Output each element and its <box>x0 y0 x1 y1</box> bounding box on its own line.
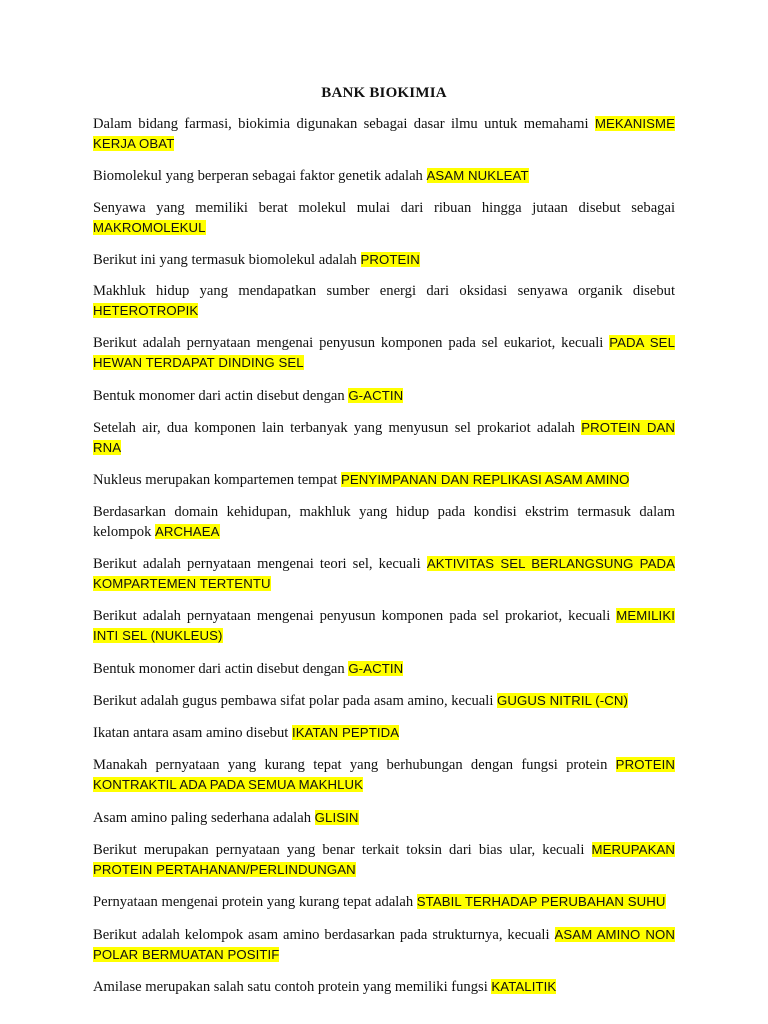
highlighted-answer: ARCHAEA <box>155 523 220 539</box>
question-item <box>93 503 675 542</box>
question-item <box>93 659 675 679</box>
highlighted-answer: MEKANISME KERJA OBAT <box>93 116 675 151</box>
question-text: Bentuk monomer dari actin disebut dengan <box>93 387 349 404</box>
highlighted-answer: G-ACTIN <box>348 660 404 676</box>
question-item <box>93 925 675 965</box>
question-text: Biomolekul yang berperan sebagai faktor genetik adalah <box>93 168 427 185</box>
question-item <box>93 723 675 743</box>
question-text: Amilase merupakan salah satu contoh protein yang memiliki fungsi <box>93 978 492 995</box>
highlighted-answer: PENYIMPANAN DAN REPLIKASI ASAM AMINO <box>341 472 630 488</box>
highlighted-answer: ASAM AMINO NON POLAR BERMUATAN POSITIF <box>93 926 675 962</box>
highlighted-answer: GLISIN <box>314 809 359 825</box>
question-text: Berikut adalah pernyataan mengenai teori sel, kecuali <box>93 555 427 572</box>
question-item <box>93 554 675 594</box>
question-item <box>93 386 675 406</box>
question-text: Ikatan antara asam amino disebut <box>93 725 292 742</box>
highlighted-answer: AKTIVITAS SEL BERLANGSUNG PADA KOMPARTEMEN TERTENTU <box>93 555 675 591</box>
question-item <box>93 418 675 458</box>
highlighted-answer: STABIL TERHADAP PERUBAHAN SUHU <box>416 894 666 910</box>
question-item <box>93 166 675 186</box>
question-text: Berikut adalah pernyataan mengenai penyusun komponen pada sel eukariot, kecuali <box>93 335 610 352</box>
document-title: BANK BIOKIMIA <box>321 85 447 101</box>
highlighted-answer: MAKROMOLEKUL <box>93 219 206 235</box>
question-text: Asam amino paling sederhana adalah <box>93 809 315 826</box>
question-text: Manakah pernyataan yang kurang tepat yang berhubungan dengan fungsi protein <box>93 757 616 774</box>
question-text: Berikut ini yang termasuk biomolekul adalah <box>93 251 361 268</box>
question-text: Bentuk monomer dari actin disebut dengan <box>93 660 349 677</box>
highlighted-answer: ASAM NUKLEAT <box>426 168 529 184</box>
highlighted-answer: PROTEIN <box>360 251 420 267</box>
highlighted-answer: MEMILIKI INTI SEL (NUKLEUS) <box>93 608 675 644</box>
question-item <box>93 892 675 912</box>
highlighted-answer: IKATAN PEPTIDA <box>291 725 400 741</box>
question-item <box>93 606 675 646</box>
highlighted-answer: G-ACTIN <box>348 387 404 403</box>
highlighted-answer: MERUPAKAN PROTEIN PERTAHANAN/PERLINDUNGAN <box>93 842 675 878</box>
question-item <box>93 114 675 154</box>
question-text: Dalam bidang farmasi, biokimia digunakan sebagai dasar ilmu untuk memahami <box>93 116 595 132</box>
question-text: Setelah air, dua komponen lain terbanyak yang menyusun sel prokariot adalah <box>93 420 582 437</box>
question-text: Berikut adalah pernyataan mengenai penyusun komponen pada sel prokariot, kecuali <box>93 608 617 625</box>
question-item <box>93 977 675 997</box>
question-text: Nukleus merupakan kompartemen tempat <box>93 472 342 489</box>
question-item <box>93 470 675 490</box>
question-text: Berikut merupakan pernyataan yang benar terkait toksin dari bias ular, kecuali <box>93 842 592 859</box>
question-item <box>93 282 675 321</box>
question-text: Makhluk hidup yang mendapatkan sumber energi dari oksidasi senyawa organik disebut <box>93 283 675 300</box>
question-text: Pernyataan mengenai protein yang kurang tepat adalah <box>93 894 417 911</box>
highlighted-answer: GUGUS NITRIL (-CN) <box>497 692 629 708</box>
question-text: Senyawa yang memiliki berat molekul mulai dari ribuan hingga jutaan disebut sebagai <box>93 199 675 216</box>
question-text: Berikut adalah kelompok asam amino berdasarkan pada strukturnya, kecuali <box>93 926 555 943</box>
question-item <box>93 840 675 880</box>
question-item <box>93 250 675 270</box>
question-item <box>93 691 675 711</box>
highlighted-answer: PADA SEL HEWAN TERDAPAT DINDING SEL <box>93 335 675 371</box>
highlighted-answer: PROTEIN KONTRAKTIL ADA PADA SEMUA MAKHLUK <box>93 757 675 793</box>
question-item <box>93 333 675 373</box>
question-list <box>93 114 675 1009</box>
question-item <box>93 755 675 795</box>
question-text: Berikut adalah gugus pembawa sifat polar pada asam amino, kecuali <box>93 692 498 709</box>
question-item <box>93 808 675 828</box>
question-text: Berdasarkan domain kehidupan, makhluk yang hidup pada kondisi ekstrim termasuk dalam kelompok <box>93 503 675 540</box>
highlighted-answer: KATALITIK <box>491 978 557 994</box>
highlighted-answer: PROTEIN DAN RNA <box>93 420 675 456</box>
highlighted-answer: HETEROTROPIK <box>93 303 199 319</box>
question-item <box>93 199 675 238</box>
